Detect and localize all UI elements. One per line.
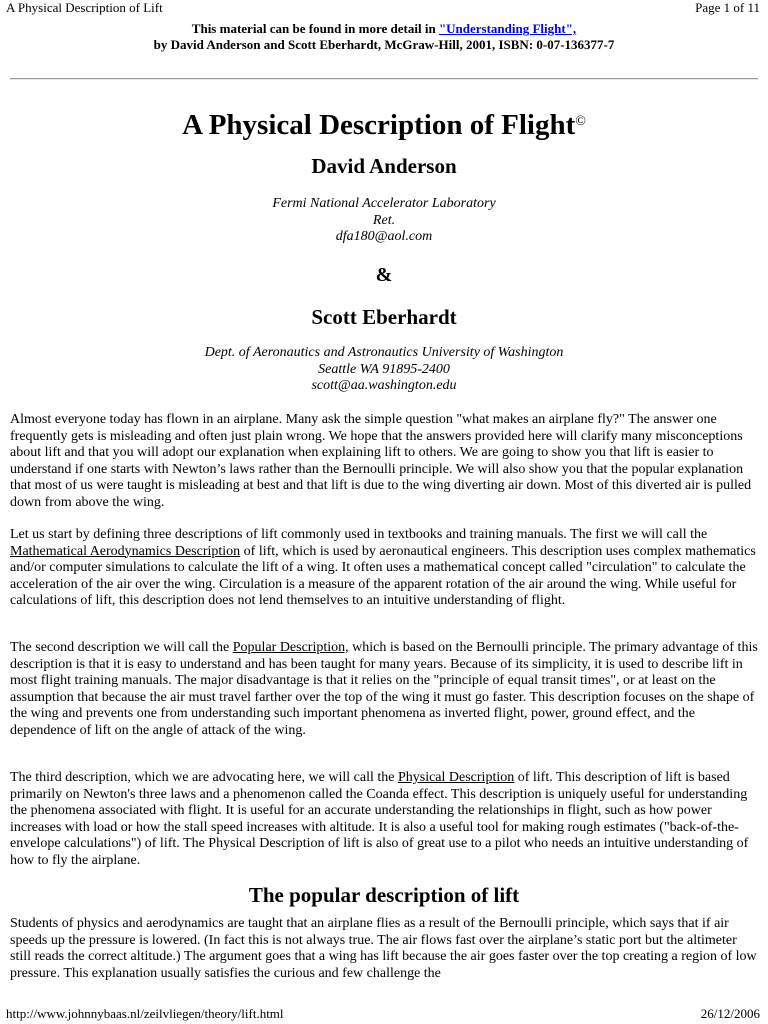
- footer-date: 26/12/2006: [700, 1006, 760, 1021]
- paragraph-text: The third description, which we are advocating here, we will call the: [10, 770, 398, 785]
- paragraph-three-descriptions: [10, 527, 760, 610]
- paragraph-text: Let us start by defining three descriptions of lift commonly used in textbooks and training manuals. The first we will call the: [10, 527, 708, 542]
- affiliation-line: Fermi National Accelerator Laboratory: [272, 196, 496, 211]
- page-title-text: A Physical Description of Flight: [182, 109, 576, 141]
- section-heading: The popular description of lift: [248, 883, 520, 907]
- understanding-flight-link[interactable]: "Understanding Flight",: [438, 21, 577, 36]
- author-affiliation-eberhardt: [0, 345, 768, 395]
- paragraph-text: of lift, which is used by aeronautical engineers. This description uses complex mathematics and/or computer simulations to calculate the lift of a wing. It often uses a mathematical concept called "circulation" to calculate the acceleration of the air over the wing. Circulation is a measure of the apparent rotation of the air around the wing. While useful for calculations of lift, this description does not lend themselves to an intuitive understanding of flight.: [10, 543, 756, 608]
- author-separator: &: [375, 264, 393, 286]
- paragraph-text: of lift. This description of lift is based primarily on Newton's three laws and a phenomenon called the Coanda effect. This description is uniquely useful for understanding the phenomena associated with flight. It is useful for an accurate understanding the relationships in flight, such as how power increases with load or how the stall speed increases with altitude. It is also a useful tool for making rough estimates ("back-of-the-envelope calculations") of lift. The Physical Description of lift is also of great use to a pilot who needs an intuitive understanding of how to fly the airplane.: [10, 770, 749, 868]
- source-note: [0, 21, 768, 53]
- paragraph-popular-description: [10, 640, 760, 739]
- horizontal-rule: [10, 78, 758, 80]
- print-header: [6, 0, 760, 16]
- affiliation-line: Dept. of Aeronautics and Astronautics University of Washington: [204, 345, 564, 360]
- paragraph-text: The second description we will call the: [10, 640, 233, 655]
- term-mathematical-description: Mathematical Aerodynamics Description: [10, 543, 241, 559]
- print-footer: [6, 1006, 760, 1022]
- author-name-anderson: David Anderson: [311, 154, 457, 178]
- author-name-eberhardt: Scott Eberhardt: [311, 305, 457, 329]
- affiliation-line: Seattle WA 91895-2400: [318, 361, 450, 377]
- header-page-info: Page 1 of 11: [695, 0, 760, 15]
- header-doc-title: A Physical Description of Lift: [6, 0, 163, 15]
- footer-url: http://www.johnnybaas.nl/zeilvliegen/theory/lift.html: [6, 1006, 284, 1021]
- term-popular-description: Popular Description,: [232, 640, 349, 655]
- paragraph-text: which is based on the Bernoulli principle. The primary advantage of this description is that it is easy to understand and has been taught for many years. Because of its simplicity, it is used to describe lift in most flight training manuals. The major disadvantage is that it relies on the "principle of equal transit times", or at least on the assumption that because the air must travel farther over the top of the wing it must go faster. This description focuses on the shape of the wing and prevents one from understanding such important phenomena as inverted flight, power, ground effect, and the dependence of lift on the angle of attack of the wing.: [10, 640, 758, 738]
- author-email: dfa180@aol.com: [335, 229, 433, 244]
- author-email: scott@aa.washington.edu: [311, 378, 457, 393]
- paragraph-physical-description: [10, 770, 760, 869]
- paragraph-popular-lift: Students of physics and aerodynamics are taught that an airplane flies as a result of the Bernoulli principle, which says that if air speeds up the pressure is lowered. (In fact this is not always true. The air flows fast over the airplane’s static port but the altimeter still reads the correct altitude.) The argument goes that a wing has lift because the air goes faster over the top creating a region of low pressure. This explanation usually satisfies the curious and few challenge the: [10, 916, 757, 981]
- source-note-prefix: This material can be found in more detail in: [191, 21, 439, 36]
- source-note-line2: by David Anderson and Scott Eberhardt, McGraw-Hill, 2001, ISBN: 0-07-136377-7: [153, 37, 615, 52]
- source-note-line1: [0, 21, 768, 37]
- copyright-mark: ©: [575, 114, 586, 129]
- affiliation-line: Ret.: [372, 212, 396, 228]
- term-physical-description: Physical Description: [397, 770, 515, 785]
- page-title: [0, 104, 768, 143]
- author-affiliation-anderson: [0, 196, 768, 246]
- paragraph-intro: Almost everyone today has flown in an airplane. Many ask the simple question "what makes an airplane fly?" The answer one frequently gets is misleading and often just plain wrong. We hope that the answers provided here will clarify many misconceptions about lift and that you will adopt our explanation when explaining lift to others. We are going to show you that lift is easier to understand if one starts with Newton’s laws rather than the Bernoulli principle. We will also show you that the popular explanation that most of us were taught is misleading at best and that lift is due to the wing diverting air down. Most of this diverted air is pulled down from above the wing.: [10, 412, 752, 510]
